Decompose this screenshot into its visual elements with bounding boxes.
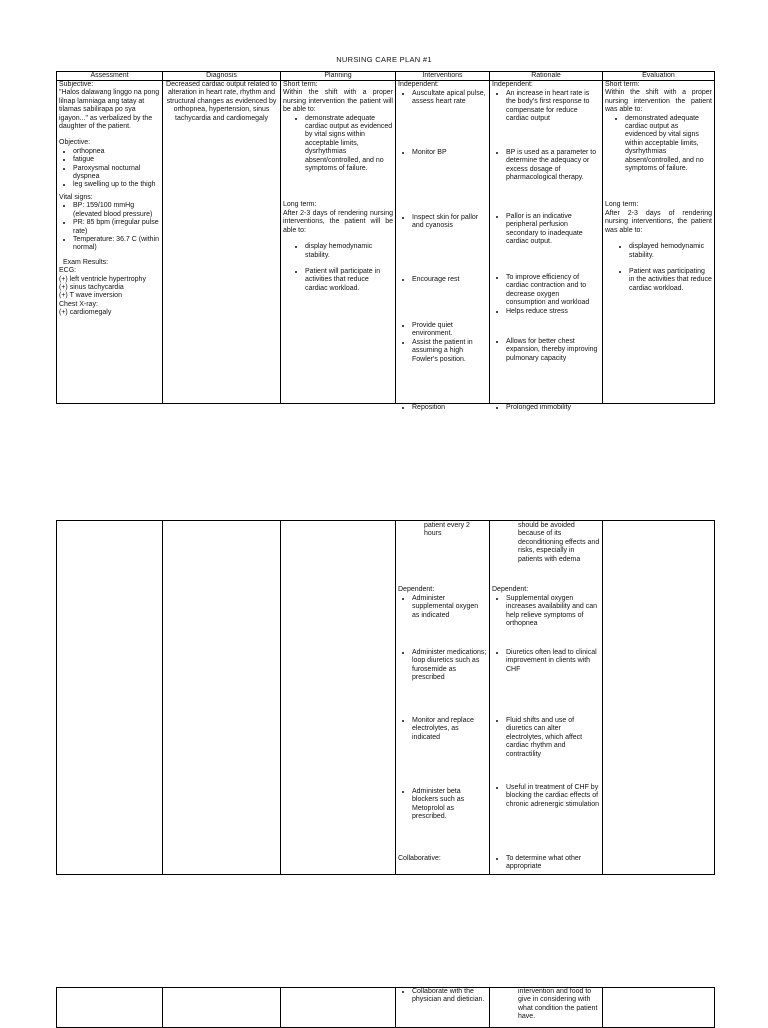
intervention-item: • Provide quiet environment. bbox=[412, 322, 487, 339]
rationale-continued: should be avoided because of its deconditioning effects and risks, especially in patients with edema bbox=[518, 522, 600, 563]
care-plan-table-page-3 bbox=[56, 987, 715, 1028]
planning-long-item: • Patient will participate in activities that reduce cardiac workload. bbox=[305, 268, 393, 293]
intervention-item: • Administer supplemental oxygen as indicated bbox=[412, 595, 487, 620]
objective-item: • orthopnea bbox=[73, 148, 160, 156]
rationale-item: • Useful in treatment of CHF by blocking the cardiac effects of chronic adrenergic stimulation bbox=[506, 784, 600, 809]
rationale-item: • Supplemental oxygen increases availability and can help relieve symptoms of orthopnea bbox=[506, 595, 600, 629]
care-plan-table-page-1 bbox=[56, 71, 715, 411]
evaluation-short-text: Within the shift with a proper nursing intervention the patient was able to: bbox=[605, 89, 712, 114]
rationale-item: • To improve efficiency of cardiac contraction and to decrease oxygen consumption and workload bbox=[506, 274, 600, 308]
assessment-cell bbox=[57, 81, 163, 404]
header-interventions: Interventions bbox=[396, 72, 490, 81]
evaluation-cell-cont bbox=[603, 521, 715, 875]
intervention-continued: patient every 2 hours bbox=[424, 522, 470, 538]
objective-item: • leg swelling up to the thigh bbox=[73, 181, 160, 189]
header-diagnosis: Diagnosis bbox=[163, 72, 281, 81]
evaluation-long-label: Long term: bbox=[605, 201, 639, 209]
diagnosis-cell bbox=[163, 81, 281, 404]
intervention-item: • Monitor and replace electrolytes, as indicated bbox=[412, 717, 487, 742]
intervention-item: • Encourage rest bbox=[412, 276, 487, 284]
vitals-item: • PR: 85 bpm (irregular pulse rate) bbox=[73, 219, 160, 236]
diagnosis-cell-cont bbox=[163, 521, 281, 875]
rationale-dependent-label: Dependent: bbox=[492, 586, 529, 593]
planning-long-item: • display hemodynamic stability. bbox=[305, 243, 393, 260]
interventions-cell-cont bbox=[396, 521, 490, 875]
rationale-item: • Allows for better chest expansion, thereby improving pulmonary capacity bbox=[506, 338, 600, 363]
intervention-item: • Monitor BP bbox=[412, 149, 487, 157]
rationale-item: • To determine what other appropriate bbox=[506, 855, 600, 872]
rationale-item: • BP is used as a parameter to determine the adequacy or excess dosage of pharmacological therapy. bbox=[506, 149, 600, 183]
subjective-text: "Halos dalawang linggo na pong lilnap lamniaga ang tatay at tilamas sabilirapa po sya igayon..." as verbalized by the daughter of the patient. bbox=[59, 89, 160, 131]
rationale-item: • Pallor is an indicative peripheral perfusion secondary to inadequate cardiac output. bbox=[506, 213, 600, 247]
header-rationale: Rationale bbox=[490, 72, 603, 81]
rationale-continued-2: intervention and food to give in considering with what condition the patient have. bbox=[518, 988, 598, 1021]
subjective-label: Subjective: bbox=[59, 81, 94, 88]
evaluation-short-item: • demonstrated adequate cardiac output as evidenced by vital signs within acceptable limits, dysrhythmias absent/controlled, and no symptoms of failure. bbox=[625, 115, 712, 174]
ecg-item: (+) left ventricle hypertrophy bbox=[59, 275, 146, 283]
rationale-cell bbox=[490, 81, 603, 411]
assessment-cell-cont-2 bbox=[57, 988, 163, 1028]
assessment-cell-cont bbox=[57, 521, 163, 875]
rationale-item: • Fluid shifts and use of diuretics can alter electrolytes, which affect cardiac rhythm and contractility bbox=[506, 717, 600, 759]
objective-item: • fatigue bbox=[73, 156, 160, 164]
evaluation-long-text: After 2-3 days of rendering nursing interventions, the patient was able to: bbox=[605, 209, 712, 234]
objective-label: Objective: bbox=[59, 139, 91, 147]
planning-short-text: Within the shift with a proper nursing intervention the patient will be able to: bbox=[283, 89, 393, 114]
vitals-item: • BP: 159/100 mmHg (elevated blood pressure) bbox=[73, 202, 160, 219]
intervention-item: • Inspect skin for pallor and cyanosis bbox=[412, 214, 487, 231]
rationale-item: • Diuretics often lead to clinical improvement in clients with CHF bbox=[506, 649, 600, 674]
planning-long-text: After 2-3 days of rendering nursing interventions, the patient will be able to: bbox=[283, 209, 393, 234]
vitals-label: Vital signs: bbox=[59, 193, 93, 201]
xray-label: Chest X-ray: bbox=[59, 300, 98, 308]
vitals-item: • Temperature: 36.7 C (within normal) bbox=[73, 236, 160, 253]
interventions-cell-cont-2 bbox=[396, 988, 490, 1028]
interventions-cell bbox=[396, 81, 490, 411]
intervention-item: • Reposition bbox=[412, 404, 487, 412]
evaluation-long-item: • displayed hemodynamic stability. bbox=[629, 243, 712, 260]
planning-short-label: Short term: bbox=[283, 81, 318, 88]
rationale-item: • Prolonged immobility bbox=[506, 404, 600, 412]
header-evaluation: Evaluation bbox=[603, 72, 715, 81]
care-plan-table-page-2 bbox=[56, 520, 715, 875]
planning-cell bbox=[281, 81, 396, 404]
xray-item: (+) cardiomegaly bbox=[59, 309, 112, 317]
interventions-dependent-label: Dependent: bbox=[398, 586, 435, 593]
ecg-item: (+) T wave inversion bbox=[59, 292, 122, 300]
intervention-item: • Administer medications; loop diuretics such as furosemide as prescribed bbox=[412, 649, 487, 683]
rationale-independent-label: Independent: bbox=[492, 81, 533, 88]
interventions-collaborative-label: Collaborative: bbox=[398, 855, 441, 862]
planning-cell-cont bbox=[281, 521, 396, 875]
planning-cell-cont-2 bbox=[281, 988, 396, 1028]
header-assessment: Assessment bbox=[57, 72, 163, 81]
intervention-item: • Auscultate apical pulse, assess heart rate bbox=[412, 90, 487, 107]
rationale-item: • Helps reduce stress bbox=[506, 308, 600, 316]
intervention-item: • Assist the patient in assuming a high Fowler's position. bbox=[412, 339, 487, 364]
rationale-cell-cont-2 bbox=[490, 988, 603, 1028]
diagnosis-text: Decreased cardiac output related to alteration in heart rate, rhythm and structural changes as evidenced by orthopnea, hypertension, sinus tachycardia and cardiomegaly bbox=[166, 81, 277, 122]
intervention-item: • Administer beta blockers such as Metoprolol as prescribed. bbox=[412, 788, 487, 822]
interventions-independent-label: Independent: bbox=[398, 81, 439, 88]
rationale-cell-cont bbox=[490, 521, 603, 875]
exam-label: Exam Results: bbox=[63, 258, 109, 266]
evaluation-long-item: • Patient was participating in the activities that reduce cardiac workload. bbox=[629, 268, 712, 293]
planning-short-item: • demonstrate adequate cardiac output as evidenced by vital signs within acceptable limits, dysrhythmias absent/controlled, and no symptoms of failure. bbox=[305, 115, 393, 174]
page-title: NURSING CARE PLAN #1 bbox=[336, 55, 432, 64]
rationale-item: • An increase in heart rate is the body's first response to compensate for reduce cardiac output bbox=[506, 90, 600, 124]
intervention-item: • Collaborate with the physician and dietician. bbox=[412, 988, 487, 1005]
planning-long-label: Long term: bbox=[283, 201, 317, 209]
ecg-item: (+) sinus tachycardia bbox=[59, 283, 124, 291]
evaluation-short-label: Short term: bbox=[605, 81, 640, 88]
header-planning: Planning bbox=[281, 72, 396, 81]
ecg-label: ECG: bbox=[59, 267, 77, 275]
evaluation-cell-cont-2 bbox=[603, 988, 715, 1028]
objective-item: • Paroxysmal nocturnal dyspnea bbox=[73, 165, 160, 182]
evaluation-cell bbox=[603, 81, 715, 404]
diagnosis-cell-cont-2 bbox=[163, 988, 281, 1028]
